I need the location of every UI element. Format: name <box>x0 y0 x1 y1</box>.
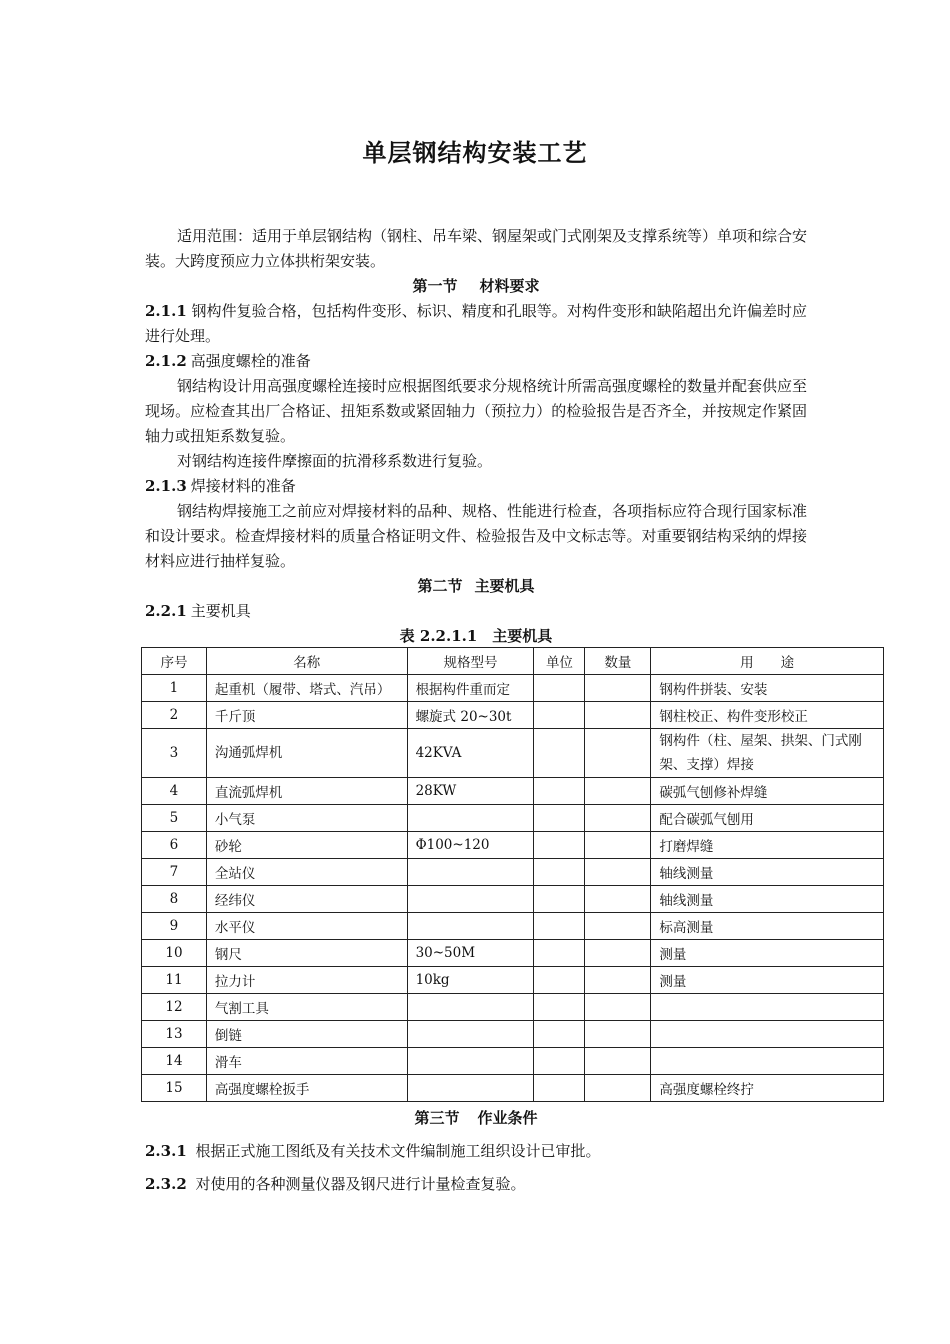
cell-unit <box>534 913 585 940</box>
table-row <box>142 913 884 940</box>
cell-unit <box>534 832 585 859</box>
cell-unit <box>534 994 585 1021</box>
table-row <box>142 859 884 886</box>
clause-2-2-1 <box>145 599 807 624</box>
cell-spec: 30~50M <box>407 940 534 967</box>
cell-use: 钢构件（柱、屋架、拱架、门式刚架、支撑）焊接 <box>651 729 884 778</box>
cell-qty <box>585 805 651 832</box>
cell-spec: 28KW <box>407 778 534 805</box>
cell-use <box>651 1048 884 1075</box>
section-2-number: 第二节 <box>417 577 463 595</box>
clause-2-1-1 <box>145 299 807 349</box>
cell-name: 起重机（履带、塔式、汽吊） <box>206 675 407 702</box>
cell-unit <box>534 702 585 729</box>
cell-spec <box>407 859 534 886</box>
cell-unit <box>534 967 585 994</box>
cell-spec: 42KVA <box>407 729 534 778</box>
cell-use <box>651 994 884 1021</box>
cell-qty <box>585 859 651 886</box>
cell-name: 拉力计 <box>206 967 407 994</box>
clause-number: 2.3.1 <box>145 1142 187 1160</box>
cell-name: 倒链 <box>206 1021 407 1048</box>
cell-name: 砂轮 <box>206 832 407 859</box>
cell-spec <box>407 886 534 913</box>
clause-text: 对使用的各种测量仪器及钢尺进行计量检查复验。 <box>195 1175 526 1193</box>
cell-name: 钢尺 <box>206 940 407 967</box>
header-name: 名称 <box>206 648 407 675</box>
table-row <box>142 832 884 859</box>
cell-spec <box>407 805 534 832</box>
cell-no: 8 <box>142 886 207 913</box>
cell-spec <box>407 1021 534 1048</box>
cell-use: 打磨焊缝 <box>651 832 884 859</box>
header-qty: 数量 <box>585 648 651 675</box>
header-spec: 规格型号 <box>407 648 534 675</box>
table-row <box>142 729 884 778</box>
section-3-title: 作业条件 <box>477 1109 538 1127</box>
cell-spec <box>407 1048 534 1075</box>
cell-name: 滑车 <box>206 1048 407 1075</box>
clause-2-1-2 <box>145 349 807 374</box>
table-row <box>142 1021 884 1048</box>
header-no: 序号 <box>142 648 207 675</box>
cell-unit <box>534 675 585 702</box>
cell-no: 14 <box>142 1048 207 1075</box>
cell-use: 标高测量 <box>651 913 884 940</box>
section-1-number: 第一节 <box>412 277 458 295</box>
cell-qty <box>585 1048 651 1075</box>
cell-no: 15 <box>142 1075 207 1102</box>
section-3-number: 第三节 <box>414 1109 460 1127</box>
cell-qty <box>585 729 651 778</box>
cell-use: 轴线测量 <box>651 859 884 886</box>
cell-unit <box>534 805 585 832</box>
cell-spec <box>407 913 534 940</box>
cell-use: 钢柱校正、构件变形校正 <box>651 702 884 729</box>
clause-text: 焊接材料的准备 <box>190 477 296 495</box>
cell-name: 经纬仪 <box>206 886 407 913</box>
clause-number: 2.3.2 <box>145 1175 187 1193</box>
cell-name: 直流弧焊机 <box>206 778 407 805</box>
cell-qty <box>585 1021 651 1048</box>
cell-qty <box>585 1075 651 1102</box>
cell-name: 高强度螺栓扳手 <box>206 1075 407 1102</box>
cell-name: 小气泵 <box>206 805 407 832</box>
cell-unit <box>534 1048 585 1075</box>
cell-unit <box>534 886 585 913</box>
section-3 <box>145 1106 807 1197</box>
cell-name: 千斤顶 <box>206 702 407 729</box>
cell-no: 3 <box>142 729 207 778</box>
cell-name: 水平仪 <box>206 913 407 940</box>
table-row <box>142 778 884 805</box>
table-row <box>142 675 884 702</box>
cell-use <box>651 1021 884 1048</box>
cell-use: 碳弧气刨修补焊缝 <box>651 778 884 805</box>
clause-text: 高强度螺栓的准备 <box>190 352 311 370</box>
cell-qty <box>585 886 651 913</box>
clause-2-1-3 <box>145 474 807 499</box>
section-1-title: 材料要求 <box>479 277 540 295</box>
header-use: 用 途 <box>651 648 884 675</box>
cell-spec: 螺旋式 20~30t <box>407 702 534 729</box>
cell-unit <box>534 1021 585 1048</box>
cell-spec: 10kg <box>407 967 534 994</box>
cell-use: 测量 <box>651 940 884 967</box>
bolt-paragraph-1: 钢结构设计用高强度螺栓连接时应根据图纸要求分规格统计所需高强度螺栓的数量并配套供应至现场。应检查其出厂合格证、扭矩系数或紧固轴力（预拉力）的检验报告是否齐全，并按规定作紧固轴力或扭矩系数复验。 <box>145 377 808 445</box>
table-row <box>142 994 884 1021</box>
section-3-heading <box>145 1106 807 1131</box>
cell-use: 轴线测量 <box>651 886 884 913</box>
clause-number: 2.1.1 <box>145 302 187 320</box>
table-row <box>142 1048 884 1075</box>
cell-qty <box>585 832 651 859</box>
cell-no: 10 <box>142 940 207 967</box>
cell-qty <box>585 913 651 940</box>
cell-qty <box>585 940 651 967</box>
cell-name: 全站仪 <box>206 859 407 886</box>
cell-qty <box>585 702 651 729</box>
cell-qty <box>585 994 651 1021</box>
table-row <box>142 702 884 729</box>
cell-no: 1 <box>142 675 207 702</box>
table-row <box>142 805 884 832</box>
section-2-heading <box>145 574 807 599</box>
welding-paragraph: 钢结构焊接施工之前应对焊接材料的品种、规格、性能进行检查，各项指标应符合现行国家标准和设计要求。检查焊接材料的质量合格证明文件、检验报告及中文标志等。对重要钢结构采纳的焊接材料应进行抽样复验。 <box>145 502 808 570</box>
clause-2-3-2 <box>145 1172 807 1197</box>
section-1-heading <box>145 274 807 299</box>
cell-qty <box>585 778 651 805</box>
tools-table <box>141 647 884 1102</box>
cell-spec: Φ100~120 <box>407 832 534 859</box>
cell-no: 12 <box>142 994 207 1021</box>
cell-unit <box>534 729 585 778</box>
clause-text: 钢构件复验合格，包括构件变形、标识、精度和孔眼等。对构件变形和缺陷超出允许偏差时应进行处理。 <box>145 302 807 345</box>
table-header-row <box>142 648 884 675</box>
header-unit: 单位 <box>534 648 585 675</box>
table-row <box>142 1075 884 1102</box>
document-title: 单层钢结构安装工艺 <box>362 139 588 167</box>
cell-name: 气割工具 <box>206 994 407 1021</box>
cell-qty <box>585 675 651 702</box>
section-2-title: 主要机具 <box>474 577 535 595</box>
cell-no: 9 <box>142 913 207 940</box>
cell-no: 6 <box>142 832 207 859</box>
cell-no: 5 <box>142 805 207 832</box>
cell-unit <box>534 1075 585 1102</box>
cell-no: 7 <box>142 859 207 886</box>
cell-use: 钢构件拼装、安装 <box>651 675 884 702</box>
cell-no: 11 <box>142 967 207 994</box>
cell-unit <box>534 859 585 886</box>
clause-number: 2.2.1 <box>145 602 187 620</box>
cell-use: 高强度螺栓终拧 <box>651 1075 884 1102</box>
table-row <box>142 940 884 967</box>
cell-no: 2 <box>142 702 207 729</box>
document-body <box>145 224 807 649</box>
bolt-paragraph-2: 对钢结构连接件摩擦面的抗滑移系数进行复验。 <box>177 452 493 470</box>
cell-use: 测量 <box>651 967 884 994</box>
cell-spec: 根据构件重而定 <box>407 675 534 702</box>
cell-name: 沟通弧焊机 <box>206 729 407 778</box>
table-row <box>142 886 884 913</box>
cell-unit <box>534 940 585 967</box>
clause-2-3-1 <box>145 1139 807 1164</box>
cell-no: 13 <box>142 1021 207 1048</box>
scope-paragraph: 适用范围：适用于单层钢结构（钢柱、吊车梁、钢屋架或门式刚架及支撑系统等）单项和综合安装。大跨度预应力立体拱桁架安装。 <box>145 227 808 270</box>
table-caption: 表 2.2.1.1 主要机具 <box>399 627 553 645</box>
clause-text: 主要机具 <box>190 602 251 620</box>
cell-spec <box>407 1075 534 1102</box>
clause-number: 2.1.3 <box>145 477 187 495</box>
clause-number: 2.1.2 <box>145 352 187 370</box>
cell-unit <box>534 778 585 805</box>
clause-text: 根据正式施工图纸及有关技术文件编制施工组织设计已审批。 <box>195 1142 601 1160</box>
cell-spec <box>407 994 534 1021</box>
cell-qty <box>585 967 651 994</box>
table-row <box>142 967 884 994</box>
cell-use: 配合碳弧气刨用 <box>651 805 884 832</box>
cell-no: 4 <box>142 778 207 805</box>
